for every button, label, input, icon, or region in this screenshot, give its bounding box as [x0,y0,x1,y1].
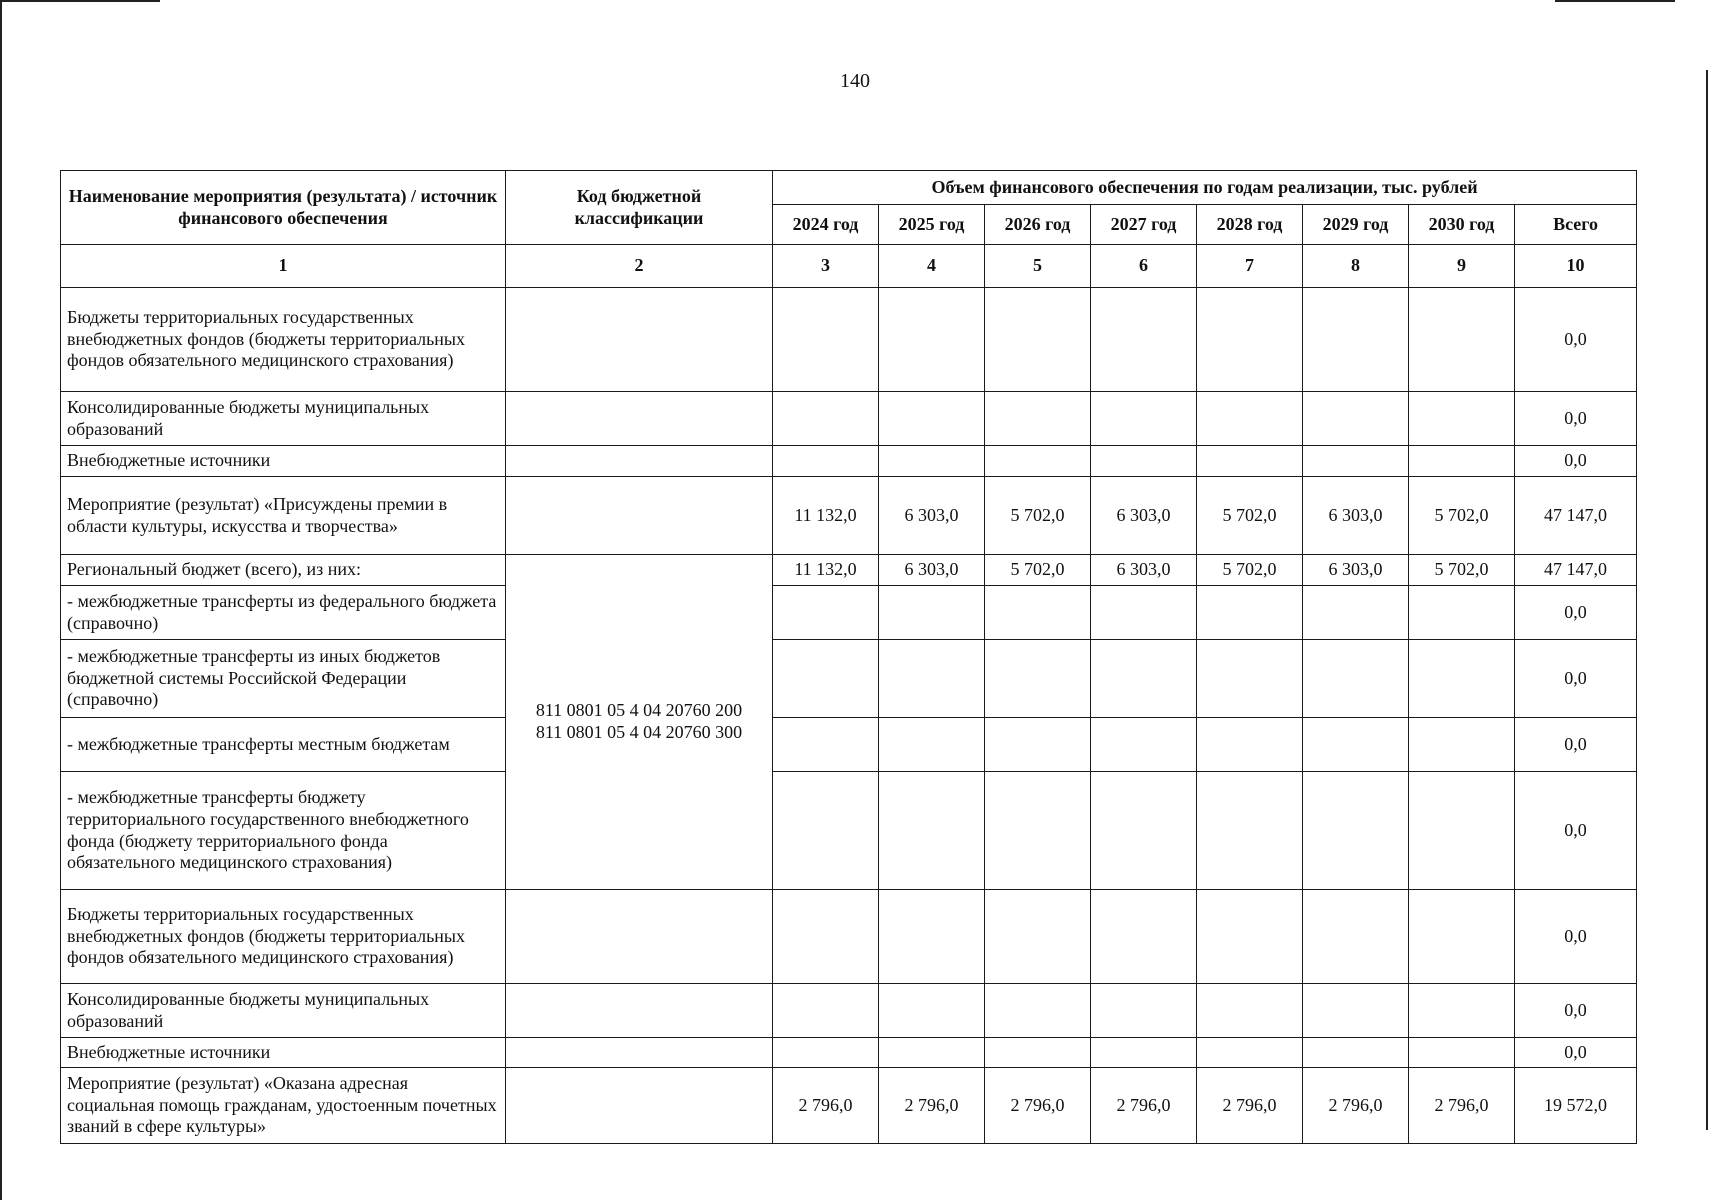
row-code [506,890,773,984]
table-row [61,772,1637,890]
row-code [506,288,773,392]
row-value [985,772,1091,890]
row-value [1197,288,1303,392]
row-value [773,288,879,392]
row-name: Бюджеты территориальных государственных внебюджетных фондов (бюджеты территориальных фондов обязательного медицинского страхования) [61,288,506,392]
table-row [61,477,1637,555]
header-year: 2024 год [773,205,879,245]
row-total: 0,0 [1515,446,1637,477]
row-value: 2 796,0 [1409,1068,1515,1144]
header-total: Всего [1515,205,1637,245]
row-value [1091,288,1197,392]
row-value [985,392,1091,446]
header-year: 2028 год [1197,205,1303,245]
table-row [61,288,1637,392]
top-rule-left [0,0,160,2]
page-number: 140 [840,70,870,92]
row-total: 0,0 [1515,984,1637,1038]
row-value [879,392,985,446]
row-value [1197,640,1303,718]
row-value [1409,586,1515,640]
row-name: Консолидированные бюджеты муниципальных образований [61,984,506,1038]
column-index: 9 [1409,245,1515,288]
row-value [1409,392,1515,446]
row-total: 0,0 [1515,288,1637,392]
row-value [1409,640,1515,718]
row-value [985,586,1091,640]
code-line: 811 0801 05 4 04 20760 200 [535,700,743,721]
column-index: 7 [1197,245,1303,288]
row-value: 5 702,0 [985,555,1091,586]
row-value: 11 132,0 [773,477,879,555]
table-row [61,984,1637,1038]
row-value [1197,1038,1303,1068]
row-code [506,477,773,555]
left-edge [0,0,2,1200]
row-value [773,718,879,772]
row-code [506,1068,773,1144]
row-total: 0,0 [1515,640,1637,718]
row-value [773,1038,879,1068]
row-value [1091,1038,1197,1068]
row-value [1197,392,1303,446]
row-value [1303,640,1409,718]
header-code: Код бюджетной классификации [506,171,773,245]
row-value [879,1038,985,1068]
row-value [985,1038,1091,1068]
row-value [879,772,985,890]
row-value [1303,890,1409,984]
row-total: 0,0 [1515,392,1637,446]
row-name: - межбюджетные трансферты местным бюджетам [61,718,506,772]
row-value [1197,772,1303,890]
row-total: 47 147,0 [1515,555,1637,586]
table-row [61,1068,1637,1144]
row-value: 6 303,0 [1303,477,1409,555]
table-row [61,890,1637,984]
row-total: 0,0 [1515,586,1637,640]
row-value: 6 303,0 [1091,477,1197,555]
row-value [1409,1038,1515,1068]
row-value: 2 796,0 [773,1068,879,1144]
table-row [61,446,1637,477]
row-value: 2 796,0 [1197,1068,1303,1144]
row-value [773,640,879,718]
table-row [61,640,1637,718]
row-value [985,718,1091,772]
row-code [506,1038,773,1068]
row-value [985,984,1091,1038]
row-total: 0,0 [1515,1038,1637,1068]
row-value [773,984,879,1038]
column-index: 3 [773,245,879,288]
row-value [879,718,985,772]
table-row [61,718,1637,772]
column-index: 1 [61,245,506,288]
merged-code-cell [506,555,773,890]
row-value [1303,984,1409,1038]
row-value [1303,288,1409,392]
row-total: 0,0 [1515,772,1637,890]
row-code [506,984,773,1038]
row-name: Консолидированные бюджеты муниципальных образований [61,392,506,446]
row-value [1409,446,1515,477]
row-value [1091,772,1197,890]
row-value: 2 796,0 [879,1068,985,1144]
header-name: Наименование мероприятия (результата) / источник финансового обеспечения [61,171,506,245]
row-value [1303,718,1409,772]
row-name: Региональный бюджет (всего), из них: [61,555,506,586]
row-value [773,392,879,446]
row-value [879,984,985,1038]
row-name: Бюджеты территориальных государственных внебюджетных фондов (бюджеты территориальных фондов обязательного медицинского страхования) [61,890,506,984]
row-name: Мероприятие (результат) «Оказана адресная социальная помощь гражданам, удостоенным почетных званий в сфере культуры» [61,1068,506,1144]
header-year: 2026 год [985,205,1091,245]
column-index: 6 [1091,245,1197,288]
row-value [773,772,879,890]
row-name: - межбюджетные трансферты из федерального бюджета (справочно) [61,586,506,640]
row-name: Внебюджетные источники [61,1038,506,1068]
header-volume: Объем финансового обеспечения по годам реализации, тыс. рублей [773,171,1637,205]
right-edge [1706,70,1708,1130]
row-value [985,640,1091,718]
row-value [879,640,985,718]
row-value [1303,1038,1409,1068]
header-year: 2029 год [1303,205,1409,245]
row-code [506,392,773,446]
code-line: 811 0801 05 4 04 20760 300 [535,722,743,742]
row-name: Мероприятие (результат) «Присуждены премии в области культуры, искусства и творчества» [61,477,506,555]
row-value [1303,392,1409,446]
row-value [1091,392,1197,446]
row-name: - межбюджетные трансферты из иных бюджетов бюджетной системы Российской Федерации (справочно) [61,640,506,718]
row-value [773,890,879,984]
row-value [879,890,985,984]
row-value [1303,772,1409,890]
budget-table [60,170,1637,1144]
row-value [1303,586,1409,640]
row-value [879,586,985,640]
table-row [61,392,1637,446]
row-total: 19 572,0 [1515,1068,1637,1144]
row-value [1197,984,1303,1038]
row-value: 2 796,0 [985,1068,1091,1144]
row-value: 5 702,0 [1409,477,1515,555]
row-value [1091,984,1197,1038]
top-rule-right [1555,0,1675,2]
row-value: 5 702,0 [1197,477,1303,555]
row-value [1197,718,1303,772]
row-name: Внебюджетные источники [61,446,506,477]
header-year: 2027 год [1091,205,1197,245]
row-value [1409,288,1515,392]
column-index: 4 [879,245,985,288]
row-value: 6 303,0 [1091,555,1197,586]
header-year: 2025 год [879,205,985,245]
row-value [879,446,985,477]
row-value [1091,640,1197,718]
table-row [61,555,1637,586]
row-total: 47 147,0 [1515,477,1637,555]
row-total: 0,0 [1515,890,1637,984]
row-value [1409,772,1515,890]
row-value [1091,586,1197,640]
row-value: 5 702,0 [1197,555,1303,586]
row-value [1197,890,1303,984]
row-value: 6 303,0 [879,477,985,555]
column-index: 5 [985,245,1091,288]
table-row [61,586,1637,640]
row-value [985,446,1091,477]
row-value: 5 702,0 [1409,555,1515,586]
row-value [1409,984,1515,1038]
column-index: 8 [1303,245,1409,288]
row-name: - межбюджетные трансферты бюджету территориального государственного внебюджетного фонда (бюджету территориального фонда обязательного медицинского страхования) [61,772,506,890]
row-value: 11 132,0 [773,555,879,586]
row-value: 6 303,0 [1303,555,1409,586]
row-value [1091,718,1197,772]
row-value: 6 303,0 [879,555,985,586]
row-value: 2 796,0 [1091,1068,1197,1144]
column-index: 10 [1515,245,1637,288]
row-code [506,446,773,477]
header-year: 2030 год [1409,205,1515,245]
row-total: 0,0 [1515,718,1637,772]
row-value [985,890,1091,984]
row-value [1303,446,1409,477]
table-row [61,1038,1637,1068]
row-value: 5 702,0 [985,477,1091,555]
row-value [1091,446,1197,477]
row-value [1197,586,1303,640]
row-value [1409,890,1515,984]
row-value [773,446,879,477]
row-value [1197,446,1303,477]
row-value: 2 796,0 [1303,1068,1409,1144]
row-value [773,586,879,640]
row-value [1091,890,1197,984]
column-index: 2 [506,245,773,288]
row-value [985,288,1091,392]
row-value [1409,718,1515,772]
row-value [879,288,985,392]
